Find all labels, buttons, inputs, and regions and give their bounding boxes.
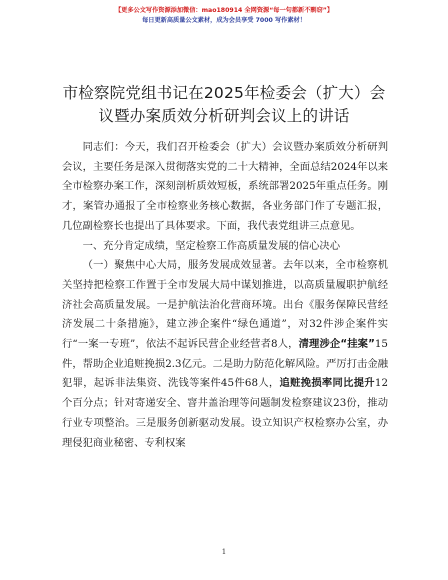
page-number: 1 [221,548,227,556]
paragraph-text: （一）聚焦中心大局，服务发展成效显著。去年以来，全市检察机关坚持把检察工作置于全市发展大局中谋划推进，以高质量履职护航经济社会高质量发展。一是护航法治化营商环境。出台《服务保障民营经济发展二十条措施》，建立涉企案件“绿色通道”，对32件涉企案件实行“一案一专班”，依法不起诉民营企业经营者8人， [62,259,388,351]
body-paragraph [62,138,388,237]
document-title: 市检察院党组书记在2025年检委会（扩大）会议暨办案质效分析研判会议上的讲话 [62,84,386,125]
body-paragraph [62,237,388,257]
body-paragraph [62,256,388,453]
paragraph-text: 一、充分肯定成绩，坚定检察工作高质量发展的信心决心 [82,239,341,252]
paragraph-text: 同志们：今天，我们召开检委会（扩大）会议暨办案质效分析研判会议，主要任务是深入贯彻落实党的二十大精神，全面总结2024年以来全市检察办案工作，深刻剖析质效短板，系统部署2025年重点任务。刚才，案管办通报了全市检察业务核心数据，各业务部门作了专题汇报，几位副检察长也提出了具体要求。下面，我代表党组讲三点意见。 [62,141,388,232]
banner-line-1: 【更多公文写作资源添加微信：mao180914 全网资源“每一句都新不剽窃”】 [114,7,334,14]
bold-phrase: 追赃挽损率同比提升 [279,377,375,390]
bold-phrase: 清理涉企“挂案” [298,338,375,351]
paragraph-text: 15件，帮助企业追赃挽损2.3亿元。二是助力防范化解风险。严厉打击金融犯罪，起诉非法集资、洗钱等案件45件68人， [62,338,388,390]
banner-line-2: 每日更新高质量公文素材，成为会员享受 7000 写作素材！ [142,17,306,24]
paragraph-text: 12个百分点；针对寄递安全、窨井盖治理等问题制发检察建议23份，推动行业专项整治。三是服务创新驱动发展。设立知识产权检察办公室，办理侵犯商业秘密、专利权案 [62,377,388,449]
document-body [62,138,388,453]
promo-banner [0,6,448,26]
